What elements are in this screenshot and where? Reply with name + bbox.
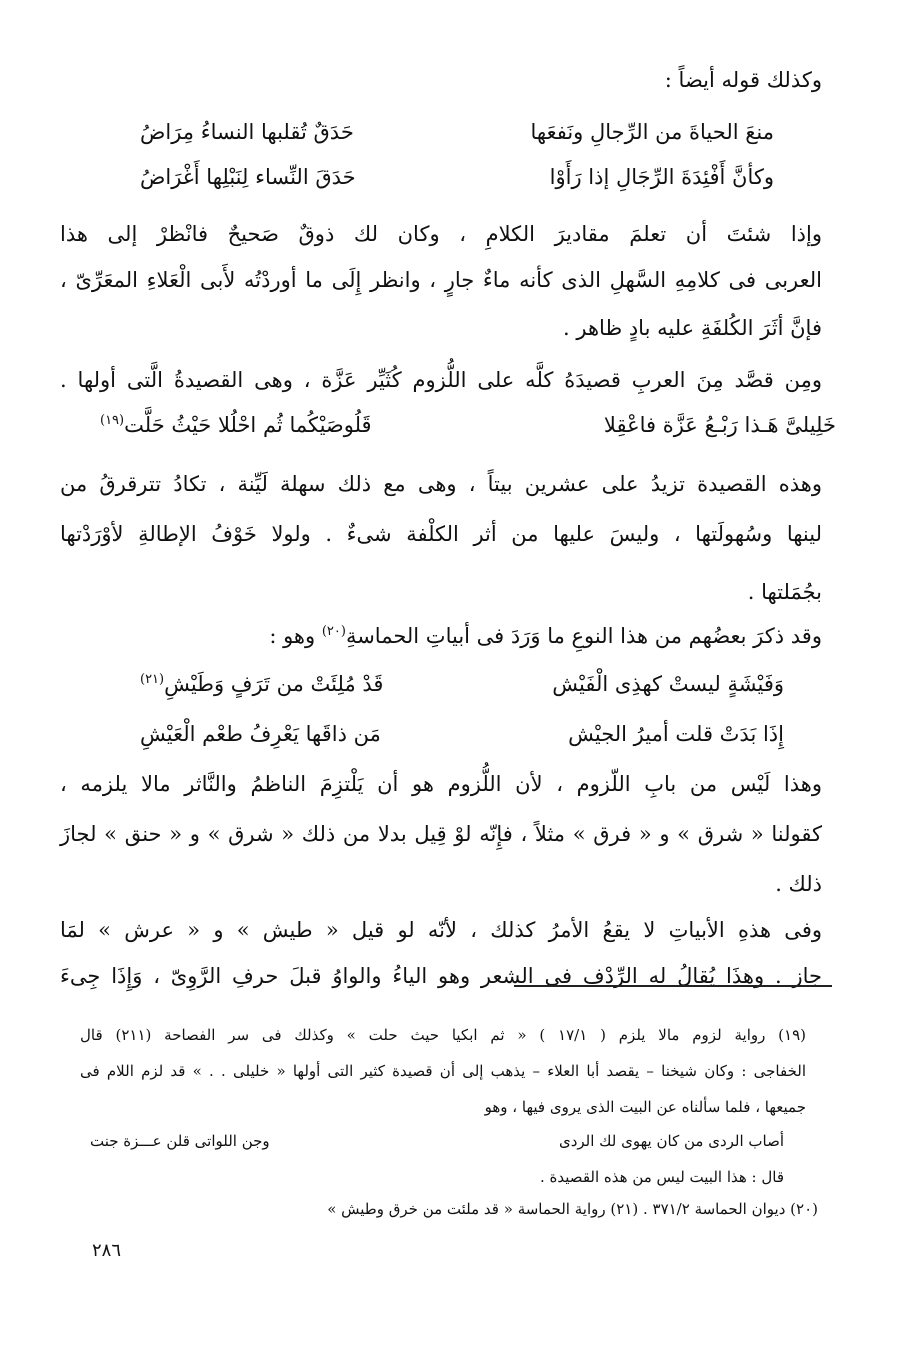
paragraph-6-line-1: وفى هذهِ الأبياتِ لا يقعُ الأمرُ كذلك ، لأنّه لو قيل « طيش » و « عرش » لمَا bbox=[60, 918, 822, 942]
paragraph-5-line-2: كقولنا « شرق » و « فرق » مثلاً ، فإِنّه لوْ قِيل بدلا من ذلك « شرق » و « حنق » لجازَ bbox=[60, 822, 822, 846]
footnote-separator bbox=[514, 985, 832, 987]
footnote-19-line-3: جميعها ، فلما سألناه عن البيت الذى يروى فيها ، وهو bbox=[484, 1098, 806, 1116]
paragraph-1-line-2: العربى فى كلامِهِ السَّهلِ الذى كأنه ماءٌ جارٍ ، وانظر إِلَى ما أوردْتُه لأَبى الْعَلاءِ المعَرِّىّ ، bbox=[60, 268, 822, 292]
page-number: ٢٨٦ bbox=[92, 1240, 122, 1261]
verse-2 bbox=[140, 165, 774, 189]
footnote-20-21: (٢٠) ديوان الحماسة ٣٧١/٢ . (٢١) رواية الحماسة « قد ملئت من خرق وطيش » bbox=[327, 1200, 818, 1218]
paragraph-4-tail: وهو : bbox=[269, 624, 316, 648]
verse-3-first-hemistich: خَلِيلىَّ هَـذا رَبْـعُ عَزَّة فاعْقِلا bbox=[603, 413, 836, 437]
verse-1 bbox=[140, 120, 774, 144]
paragraph-4 bbox=[60, 624, 822, 649]
paragraph-6-line-2: جاز . وهذَا يُقالُ له الرِّدْف فى الشعر وهو الياءُ والواوُ قبلَ حرفِ الرَّوِىّ ، وَإِذَا جِىءَ bbox=[60, 964, 822, 988]
footnote-verse-second-hemistich: وجن اللواتى قلن عـــزة جنت bbox=[90, 1132, 270, 1150]
verse-3-second-hemistich: قَلُوصَيْكُما ثُم احْلُلا حَيْثُ حَلَّت bbox=[124, 413, 372, 437]
verse-2-second-hemistich: حَدَقَ النِّساء لِنَبْلِها أَغْرَاضُ bbox=[140, 165, 356, 189]
footnote-19-line-1: (١٩) رواية لزوم مالا يلزم ( ١٧/١ ) « ثم ابكيا حيث حلت » وكذلك فى سر الفصاحة (٢١١) قال bbox=[80, 1026, 807, 1044]
verse-5 bbox=[140, 722, 784, 746]
footnote-verse-note: قال : هذا البيت ليس من هذه القصيدة . bbox=[540, 1168, 784, 1186]
intro-line: وكذلك قوله أيضاً : bbox=[664, 68, 822, 92]
footnote-19-line-2: الخفاجى : وكان شيخنا – يقصد أبا العلاء – يذهب إلى أن قصيدة كثير التى أولها « خليلى . . » قد لزم اللام فى bbox=[80, 1062, 806, 1080]
paragraph-4-text: وقد ذكرَ بعضُهم من هذا النوعِ ما وَرَدَ فى أبياتِ الحماسةِ bbox=[345, 624, 822, 648]
paragraph-3-line-2: لينها وسُهولَتها ، وليسَ عليها من أثر الكلْفة شىءٌ . ولولا خَوْفُ الإطالةِ لأوْرَدْتها bbox=[60, 522, 822, 546]
paragraph-3-line-3: بجُمَلتها . bbox=[747, 580, 822, 604]
verse-1-first-hemistich: منعَ الحياةَ من الرِّجالِ ونَفعَها bbox=[530, 120, 774, 144]
verse-4-second-hemistich: قَدْ مُلِئَتْ من تَرَفٍ وَطَيْشِ bbox=[164, 672, 384, 696]
footnote-ref-21: (٢١) bbox=[140, 672, 165, 687]
paragraph-3-line-1: وهذه القصيدة تزيدُ على عشرين بيتاً ، وهى مع ذلك سهلة لَيِّنة ، تكادُ تترقرقُ من bbox=[60, 472, 822, 496]
footnote-ref-19: (١٩) bbox=[100, 413, 125, 428]
paragraph-1-line-3: فإنَّ أثَرَ الكُلفَةِ عليه بادٍ ظاهر . bbox=[563, 316, 822, 340]
paragraph-1-line-1: وإذا شئتَ أن تعلمَ مقاديرَ الكلامِ ، وكان لك ذوقٌ صَحيحٌ فانْظرْ إلى هذا bbox=[60, 222, 822, 246]
verse-2-first-hemistich: وكأنَّ أَفْئِدَةَ الرِّجَالِ إذا رَأَوْا bbox=[549, 165, 774, 189]
paragraph-5-line-3: ذلك . bbox=[775, 872, 822, 896]
footnote-ref-20: (٢٠) bbox=[321, 624, 346, 639]
verse-4-first-hemistich: وَفَيْشَةٍ ليستْ كهذِى الْفَيْش bbox=[552, 672, 784, 696]
paragraph-2: ومِن قصَّد مِنَ العربِ قصيدَهُ كلَّه على اللُّزوم كُثَيِّر عَزَّة ، وهى القصيدةُ الَّتى أولها . bbox=[60, 368, 822, 392]
verse-1-second-hemistich: حَدَقٌ تُقلبها النساءُ مِرَاضُ bbox=[140, 120, 354, 144]
verse-5-first-hemistich: إِذَا بَدَتْ قلت أميرُ الجيْش bbox=[568, 722, 784, 746]
footnote-verse-first-hemistich: أصاب الردى من كان يهوى لك الردى bbox=[558, 1132, 784, 1150]
verse-4 bbox=[140, 672, 784, 696]
paragraph-5-line-1: وهذا لَيْس من بابِ اللّزوم ، لأن اللُّزوم هو أن يَلْتزِمَ الناظمُ والنَّاثر مالا يلزمه ، bbox=[60, 772, 822, 796]
footnote-verse bbox=[90, 1132, 784, 1150]
verse-5-second-hemistich: مَن ذاقَها يَعْرِفُ طعْم الْعَيْشِ bbox=[140, 722, 381, 746]
verse-3 bbox=[60, 413, 836, 438]
